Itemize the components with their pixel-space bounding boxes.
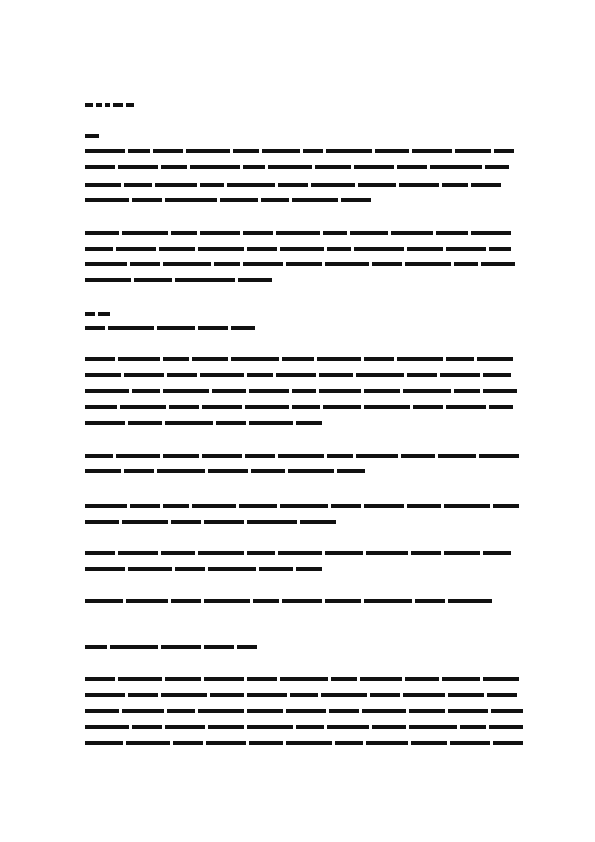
section-heading xyxy=(85,133,102,139)
subsection-number xyxy=(85,311,113,317)
section-heading xyxy=(85,644,260,650)
subsection-heading xyxy=(85,325,258,331)
page-header xyxy=(85,102,137,108)
